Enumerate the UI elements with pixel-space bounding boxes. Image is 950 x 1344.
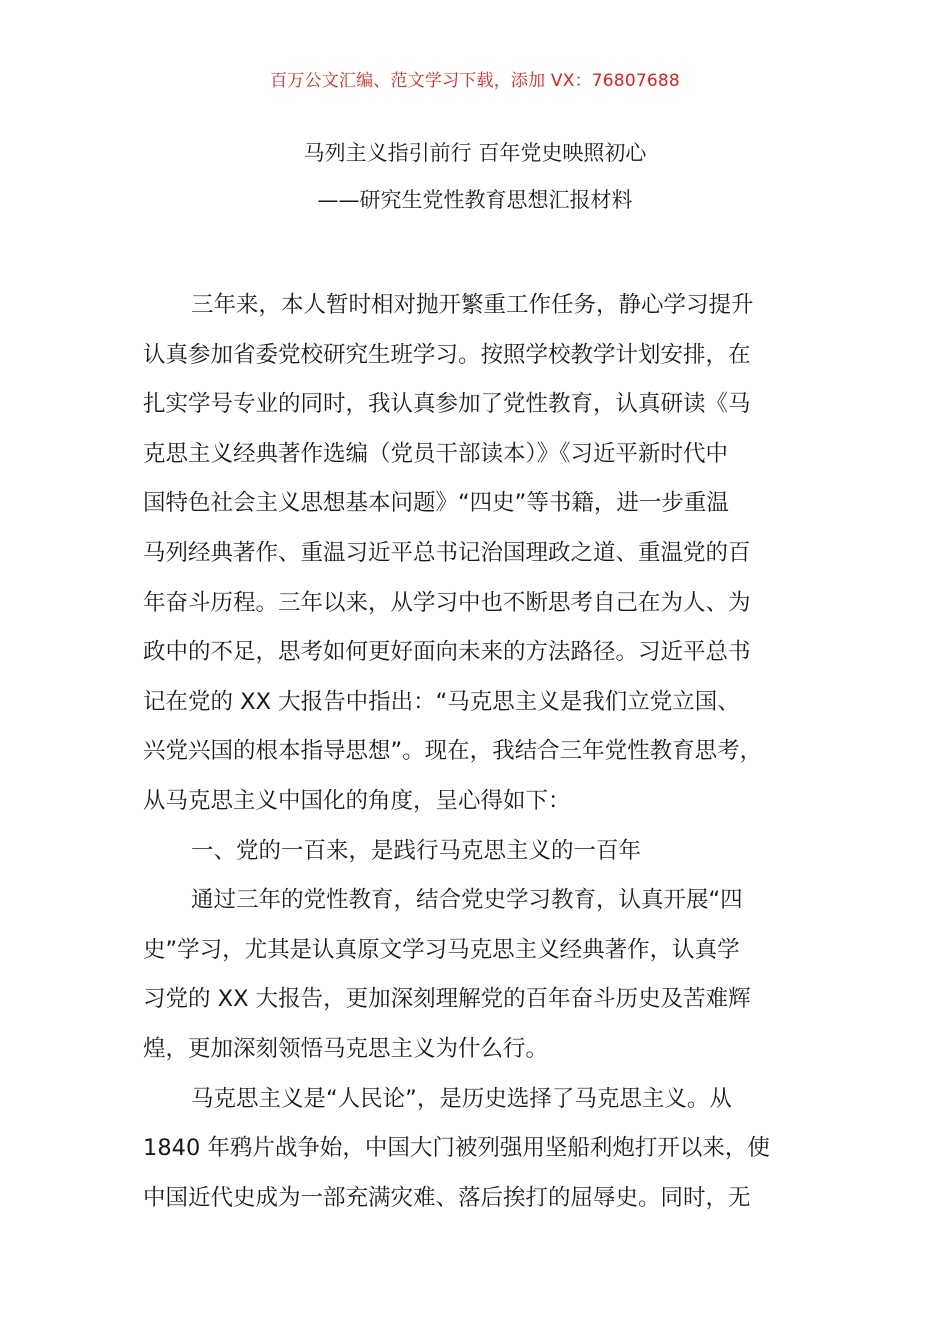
paragraph-line: 中国近代史成为一部充满灾难、落后挨打的屈辱史。同时，无 (143, 1184, 751, 1211)
paragraph-line: 记在党的 XX 大报告中指出：“马克思主义是我们立党立国、 (143, 688, 740, 715)
paragraph-line: 兴党兴国的根本指导思想”。现在，我结合三年党性教育思考， (143, 738, 763, 765)
watermark-text: 百万公文汇编、范文学习下载，添加 VX：76807688 (270, 71, 680, 91)
paragraph-line: 三年来，本人暂时相对抛开繁重工作任务，静心学习提升 (191, 292, 754, 318)
section-heading: 一、党的一百来，是践行马克思主义的一百年 (191, 837, 642, 864)
paragraph-line: 年奋斗历程。三年以来，从学习中也不断思考自己在为人、为 (143, 589, 751, 616)
paragraph-line: 认真参加省委党校研究生班学习。按照学校教学计划安排，在 (143, 341, 751, 368)
paragraph-line: 1840 年鸦片战争始，中国大门被列强用坚船利炮打开以来，使 (143, 1135, 770, 1162)
document-subtitle: ——研究生党性教育思想汇报材料 (317, 188, 633, 212)
document-title: 马列主义指引前行 百年党史映照初心 (303, 141, 647, 165)
paragraph-line: 史”学习，尤其是认真原文学习马克思主义经典著作，认真学 (143, 936, 740, 963)
paragraph-line: 扎实学号专业的同时，我认真参加了党性教育，认真研读《马 (143, 391, 751, 418)
paragraph-line: 克思主义经典著作选编（党员干部读本）》《习近平新时代中 (143, 440, 729, 467)
paragraph-line: 马列经典著作、重温习近平总书记治国理政之道、重温党的百 (143, 539, 751, 566)
paragraph-line: 通过三年的党性教育，结合党史学习教育，认真开展“四 (191, 887, 743, 914)
paragraph-line: 煌，更加深刻领悟马克思主义为什么行。 (143, 1035, 549, 1062)
paragraph-line: 马克思主义是“人民论”，是历史选择了马克思主义。从 (191, 1085, 732, 1112)
paragraph-line: 从马克思主义中国化的角度，呈心得如下： (143, 787, 571, 814)
paragraph-line: 习党的 XX 大报告，更加深刻理解党的百年奋斗历史及苦难辉 (143, 986, 751, 1013)
paragraph-line: 政中的不足，思考如何更好面向未来的方法路径。习近平总书 (143, 639, 751, 666)
body-text (143, 281, 811, 1223)
paragraph-line: 国特色社会主义思想基本问题》“四史”等书籍，进一步重温 (143, 490, 729, 517)
